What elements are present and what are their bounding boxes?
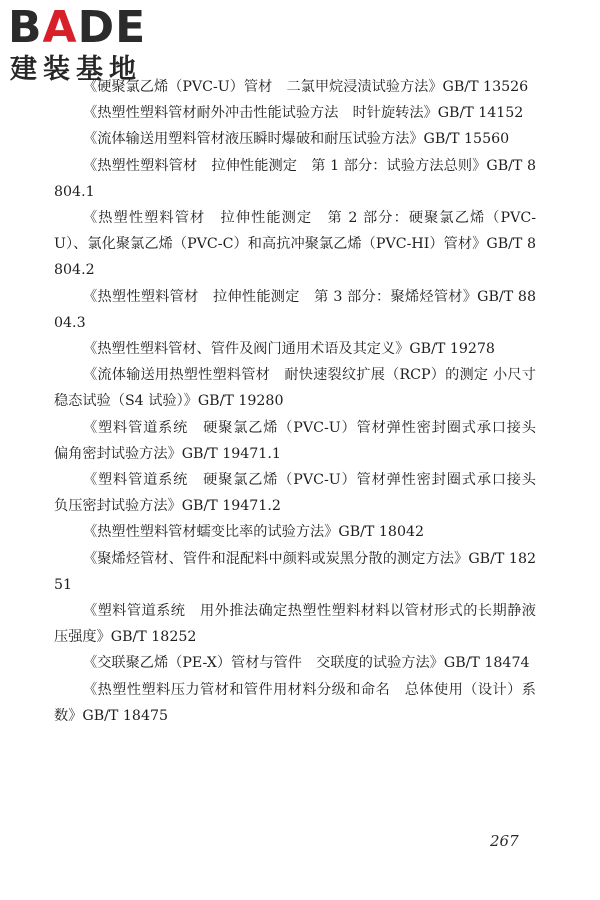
reference-entry: 《热塑性塑料管材 拉伸性能测定 第 2 部分：硬聚氯乙烯（PVC-U）、氯化聚氯乙烯（PVC-C）和高抗冲聚氯乙烯（PVC-HI）管材》GB/T 8804.2 [54,210,536,279]
reference-entry: 《热塑性塑料压力管材和管件用材料分级和命名 总体使用（设计）系数》GB/T 18475 [54,681,536,724]
reference-entry: 《热塑性塑料管材 拉伸性能测定 第 1 部分：试验方法总则》GB/T 8804.1 [54,157,536,200]
reference-entry: 《热塑性塑料管材、管件及阀门通用术语及其定义》GB/T 19278 [83,341,495,358]
reference-entry: 《硬聚氯乙烯（PVC-U）管材 二氯甲烷浸渍试验方法》GB/T 13526 [83,79,529,95]
reference-entry: 《流体输送用热塑性塑料管材 耐快速裂纹扩展（RCP）的测定 小尺寸稳态试验（S4 试验）》GB/T 19280 [54,367,536,410]
reference-entry: 《流体输送用塑料管材液压瞬时爆破和耐压试验方法》GB/T 15560 [83,131,510,148]
logo-letter: B [8,2,43,53]
reference-entry: 《聚烯烃管材、管件和混配料中颜料或炭黑分散的测定方法》GB/T 18251 [54,550,536,593]
reference-entry: 《塑料管道系统 硬聚氯乙烯（PVC-U）管材弹性密封圈式承口接头 负压密封试验方法》GB/T 19471.2 [54,472,551,515]
reference-list [54,74,551,729]
logo-letter-accent: A [42,2,78,53]
reference-entry: 《热塑性塑料管材耐外冲击性能试验方法 时针旋转法》GB/T 14152 [83,105,524,122]
logo-wordmark [8,4,146,52]
reference-entry: 《塑料管道系统 用外推法确定热塑性塑料材料以管材形式的长期静液压强度》GB/T 18252 [54,603,536,646]
reference-entry: 《塑料管道系统 硬聚氯乙烯（PVC-U）管材弹性密封圈式承口接头 偏角密封试验方法》GB/T 19471.1 [54,419,551,462]
reference-entry: 《热塑性塑料管材蠕变比率的试验方法》GB/T 18042 [83,524,425,541]
reference-entry: 《热塑性塑料管材 拉伸性能测定 第 3 部分：聚烯烃管材》GB/T 8804.3 [54,288,536,331]
page-number: 267 [490,832,519,850]
logo-letter: D [77,2,116,53]
logo-subtitle: 建装基地 [10,54,142,85]
logo-letter: E [115,2,147,53]
reference-entry: 《交联聚乙烯（PE-X）管材与管件 交联度的试验方法》GB/T 18474 [83,655,530,672]
